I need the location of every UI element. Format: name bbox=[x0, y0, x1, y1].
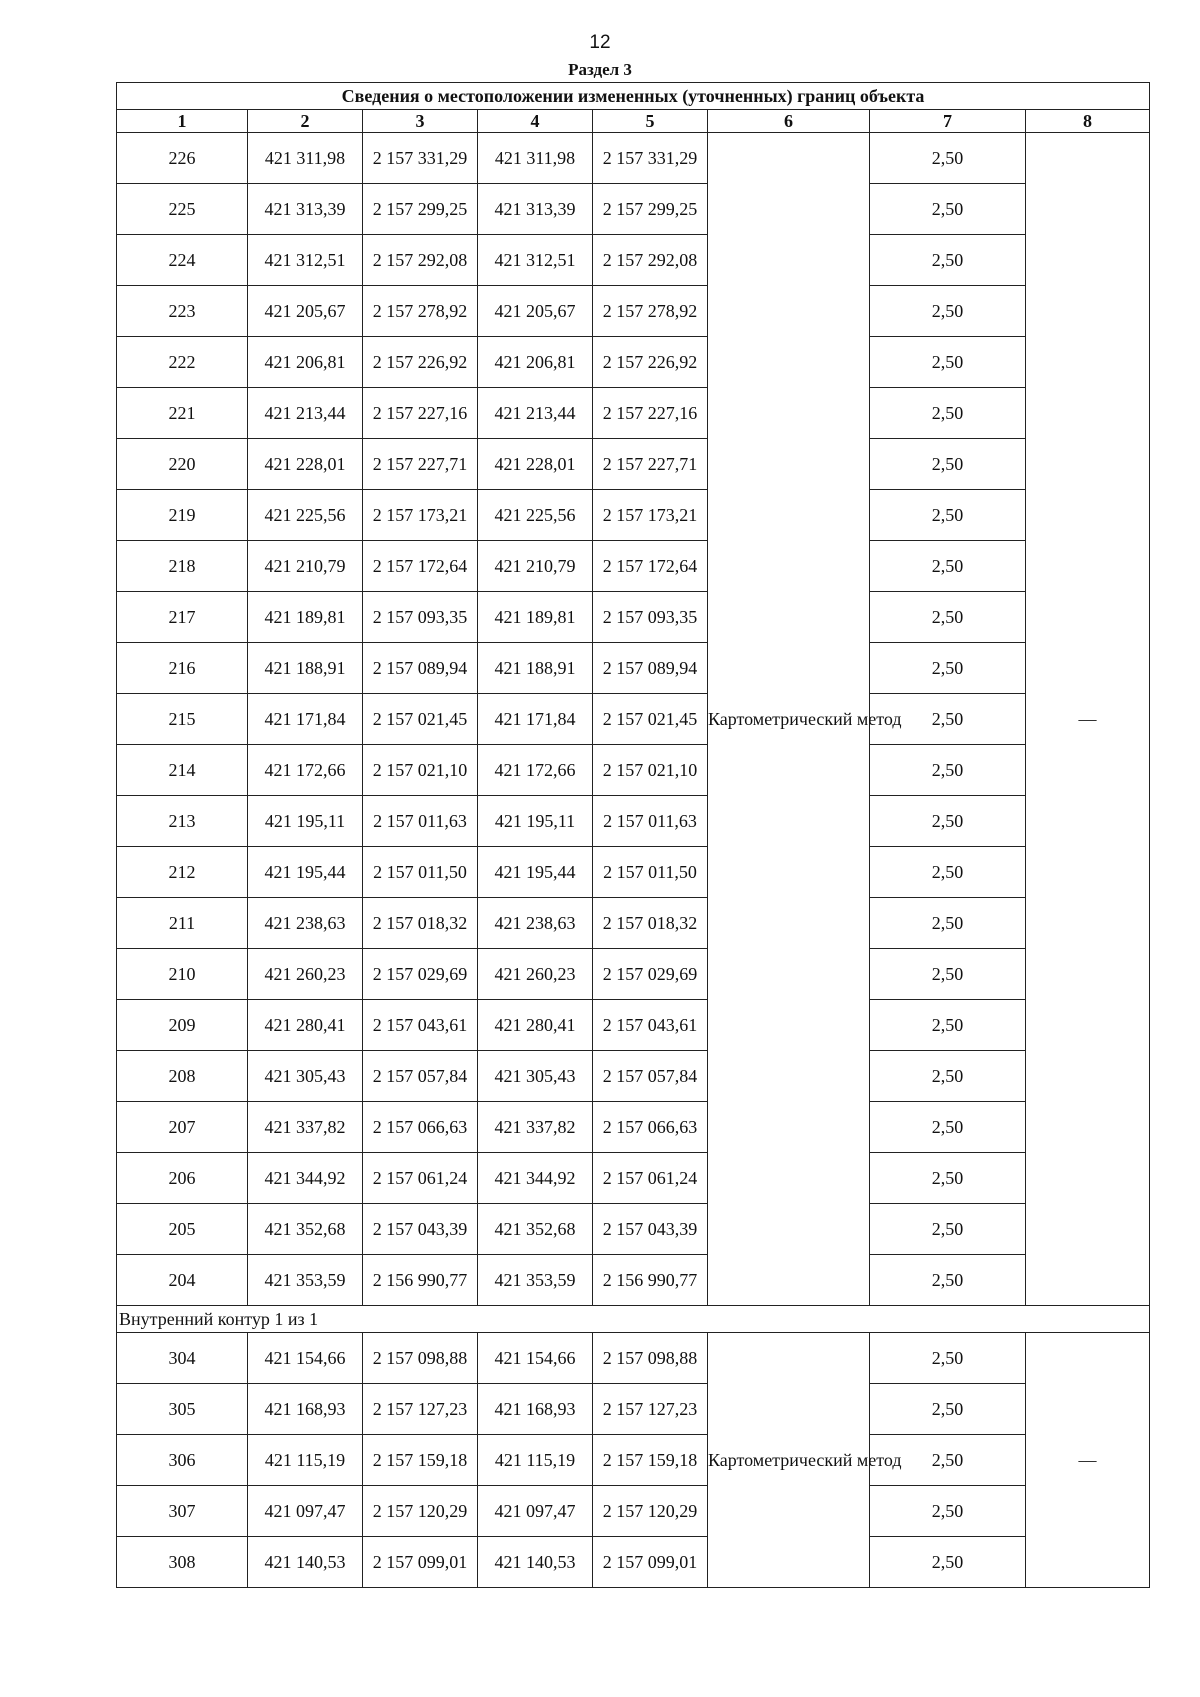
y-refined-cell: 2 157 089,94 bbox=[593, 643, 708, 694]
y-existing-cell: 2 157 061,24 bbox=[363, 1153, 478, 1204]
point-number-cell: 223 bbox=[117, 286, 248, 337]
x-refined-cell: 421 172,66 bbox=[478, 745, 593, 796]
x-existing-cell: 421 205,67 bbox=[248, 286, 363, 337]
x-refined-cell: 421 305,43 bbox=[478, 1051, 593, 1102]
point-number-cell: 224 bbox=[117, 235, 248, 286]
y-existing-cell: 2 157 089,94 bbox=[363, 643, 478, 694]
y-existing-cell: 2 156 990,77 bbox=[363, 1255, 478, 1306]
table-row bbox=[117, 1051, 1150, 1102]
table-row bbox=[117, 541, 1150, 592]
x-refined-cell: 421 168,93 bbox=[478, 1384, 593, 1435]
point-number-cell: 305 bbox=[117, 1384, 248, 1435]
column-number-header: 2 bbox=[248, 110, 363, 133]
accuracy-cell: 2,50 bbox=[870, 1204, 1026, 1255]
accuracy-cell: 2,50 bbox=[870, 286, 1026, 337]
x-refined-cell: 421 353,59 bbox=[478, 1255, 593, 1306]
x-refined-cell: 421 337,82 bbox=[478, 1102, 593, 1153]
point-number-cell: 217 bbox=[117, 592, 248, 643]
x-existing-cell: 421 353,59 bbox=[248, 1255, 363, 1306]
point-number-cell: 306 bbox=[117, 1435, 248, 1486]
x-existing-cell: 421 225,56 bbox=[248, 490, 363, 541]
x-refined-cell: 421 238,63 bbox=[478, 898, 593, 949]
y-refined-cell: 2 157 127,23 bbox=[593, 1384, 708, 1435]
accuracy-cell: 2,50 bbox=[870, 184, 1026, 235]
point-number-cell: 307 bbox=[117, 1486, 248, 1537]
x-existing-cell: 421 206,81 bbox=[248, 337, 363, 388]
table-caption: Сведения о местоположении измененных (уточненных) границ объекта bbox=[117, 83, 1150, 110]
column-number-header: 1 bbox=[117, 110, 248, 133]
accuracy-cell: 2,50 bbox=[870, 592, 1026, 643]
x-existing-cell: 421 140,53 bbox=[248, 1537, 363, 1588]
point-number-cell: 218 bbox=[117, 541, 248, 592]
table-row bbox=[117, 133, 1150, 184]
y-existing-cell: 2 157 011,63 bbox=[363, 796, 478, 847]
x-existing-cell: 421 337,82 bbox=[248, 1102, 363, 1153]
x-refined-cell: 421 171,84 bbox=[478, 694, 593, 745]
x-refined-cell: 421 195,11 bbox=[478, 796, 593, 847]
accuracy-cell: 2,50 bbox=[870, 133, 1026, 184]
y-existing-cell: 2 157 099,01 bbox=[363, 1537, 478, 1588]
y-refined-cell: 2 156 990,77 bbox=[593, 1255, 708, 1306]
table-row bbox=[117, 745, 1150, 796]
point-number-cell: 205 bbox=[117, 1204, 248, 1255]
boundary-coordinates-table bbox=[116, 82, 1150, 1588]
y-existing-cell: 2 157 057,84 bbox=[363, 1051, 478, 1102]
page-number: 12 bbox=[589, 32, 611, 53]
y-refined-cell: 2 157 043,39 bbox=[593, 1204, 708, 1255]
accuracy-cell: 2,50 bbox=[870, 1486, 1026, 1537]
contour-label-row bbox=[117, 1306, 1150, 1333]
x-refined-cell: 421 205,67 bbox=[478, 286, 593, 337]
x-existing-cell: 421 195,11 bbox=[248, 796, 363, 847]
y-refined-cell: 2 157 093,35 bbox=[593, 592, 708, 643]
y-existing-cell: 2 157 227,16 bbox=[363, 388, 478, 439]
accuracy-cell: 2,50 bbox=[870, 1255, 1026, 1306]
table-row bbox=[117, 1255, 1150, 1306]
accuracy-cell: 2,50 bbox=[870, 1153, 1026, 1204]
col8-cell: — bbox=[1026, 1333, 1150, 1588]
y-existing-cell: 2 157 226,92 bbox=[363, 337, 478, 388]
x-existing-cell: 421 344,92 bbox=[248, 1153, 363, 1204]
y-existing-cell: 2 157 043,39 bbox=[363, 1204, 478, 1255]
table-row bbox=[117, 898, 1150, 949]
table-row bbox=[117, 847, 1150, 898]
x-existing-cell: 421 228,01 bbox=[248, 439, 363, 490]
point-number-cell: 308 bbox=[117, 1537, 248, 1588]
table-row bbox=[117, 337, 1150, 388]
table-row bbox=[117, 694, 1150, 745]
point-number-cell: 213 bbox=[117, 796, 248, 847]
y-existing-cell: 2 157 011,50 bbox=[363, 847, 478, 898]
x-refined-cell: 421 188,91 bbox=[478, 643, 593, 694]
y-refined-cell: 2 157 011,63 bbox=[593, 796, 708, 847]
y-existing-cell: 2 157 029,69 bbox=[363, 949, 478, 1000]
y-existing-cell: 2 157 018,32 bbox=[363, 898, 478, 949]
table-row bbox=[117, 796, 1150, 847]
point-number-cell: 212 bbox=[117, 847, 248, 898]
y-refined-cell: 2 157 043,61 bbox=[593, 1000, 708, 1051]
y-refined-cell: 2 157 172,64 bbox=[593, 541, 708, 592]
x-existing-cell: 421 188,91 bbox=[248, 643, 363, 694]
x-existing-cell: 421 305,43 bbox=[248, 1051, 363, 1102]
accuracy-cell: 2,50 bbox=[870, 235, 1026, 286]
x-existing-cell: 421 210,79 bbox=[248, 541, 363, 592]
y-refined-cell: 2 157 061,24 bbox=[593, 1153, 708, 1204]
x-existing-cell: 421 313,39 bbox=[248, 184, 363, 235]
y-refined-cell: 2 157 066,63 bbox=[593, 1102, 708, 1153]
col8-cell: — bbox=[1026, 133, 1150, 1306]
y-existing-cell: 2 157 331,29 bbox=[363, 133, 478, 184]
point-number-cell: 214 bbox=[117, 745, 248, 796]
point-number-cell: 225 bbox=[117, 184, 248, 235]
x-existing-cell: 421 115,19 bbox=[248, 1435, 363, 1486]
x-refined-cell: 421 311,98 bbox=[478, 133, 593, 184]
x-existing-cell: 421 213,44 bbox=[248, 388, 363, 439]
accuracy-cell: 2,50 bbox=[870, 847, 1026, 898]
y-existing-cell: 2 157 066,63 bbox=[363, 1102, 478, 1153]
y-existing-cell: 2 157 021,10 bbox=[363, 745, 478, 796]
column-number-header: 3 bbox=[363, 110, 478, 133]
accuracy-cell: 2,50 bbox=[870, 1051, 1026, 1102]
y-refined-cell: 2 157 292,08 bbox=[593, 235, 708, 286]
x-existing-cell: 421 172,66 bbox=[248, 745, 363, 796]
y-refined-cell: 2 157 227,71 bbox=[593, 439, 708, 490]
x-refined-cell: 421 213,44 bbox=[478, 388, 593, 439]
accuracy-cell: 2,50 bbox=[870, 1384, 1026, 1435]
y-refined-cell: 2 157 226,92 bbox=[593, 337, 708, 388]
table-row bbox=[117, 1384, 1150, 1435]
accuracy-cell: 2,50 bbox=[870, 439, 1026, 490]
x-refined-cell: 421 140,53 bbox=[478, 1537, 593, 1588]
accuracy-cell: 2,50 bbox=[870, 541, 1026, 592]
section-title: Раздел 3 bbox=[568, 60, 632, 79]
table-row bbox=[117, 643, 1150, 694]
x-existing-cell: 421 168,93 bbox=[248, 1384, 363, 1435]
table-row bbox=[117, 1204, 1150, 1255]
y-refined-cell: 2 157 018,32 bbox=[593, 898, 708, 949]
method-cell: Картометрический метод bbox=[708, 1333, 870, 1588]
point-number-cell: 207 bbox=[117, 1102, 248, 1153]
y-existing-cell: 2 157 127,23 bbox=[363, 1384, 478, 1435]
y-refined-cell: 2 157 227,16 bbox=[593, 388, 708, 439]
table-row bbox=[117, 949, 1150, 1000]
y-refined-cell: 2 157 299,25 bbox=[593, 184, 708, 235]
y-existing-cell: 2 157 093,35 bbox=[363, 592, 478, 643]
y-refined-cell: 2 157 331,29 bbox=[593, 133, 708, 184]
y-existing-cell: 2 157 043,61 bbox=[363, 1000, 478, 1051]
x-existing-cell: 421 311,98 bbox=[248, 133, 363, 184]
accuracy-cell: 2,50 bbox=[870, 1333, 1026, 1384]
x-existing-cell: 421 238,63 bbox=[248, 898, 363, 949]
point-number-cell: 220 bbox=[117, 439, 248, 490]
column-number-header: 4 bbox=[478, 110, 593, 133]
y-existing-cell: 2 157 098,88 bbox=[363, 1333, 478, 1384]
column-number-row bbox=[117, 110, 1150, 133]
x-refined-cell: 421 312,51 bbox=[478, 235, 593, 286]
accuracy-cell: 2,50 bbox=[870, 796, 1026, 847]
point-number-cell: 222 bbox=[117, 337, 248, 388]
x-refined-cell: 421 097,47 bbox=[478, 1486, 593, 1537]
x-refined-cell: 421 344,92 bbox=[478, 1153, 593, 1204]
table-row bbox=[117, 1333, 1150, 1384]
accuracy-cell: 2,50 bbox=[870, 1102, 1026, 1153]
accuracy-cell: 2,50 bbox=[870, 1537, 1026, 1588]
accuracy-cell: 2,50 bbox=[870, 1435, 1026, 1486]
point-number-cell: 215 bbox=[117, 694, 248, 745]
point-number-cell: 221 bbox=[117, 388, 248, 439]
x-refined-cell: 421 225,56 bbox=[478, 490, 593, 541]
y-existing-cell: 2 157 173,21 bbox=[363, 490, 478, 541]
table-row bbox=[117, 1000, 1150, 1051]
point-number-cell: 304 bbox=[117, 1333, 248, 1384]
accuracy-cell: 2,50 bbox=[870, 694, 1026, 745]
column-number-header: 5 bbox=[593, 110, 708, 133]
x-existing-cell: 421 097,47 bbox=[248, 1486, 363, 1537]
y-existing-cell: 2 157 021,45 bbox=[363, 694, 478, 745]
x-refined-cell: 421 228,01 bbox=[478, 439, 593, 490]
accuracy-cell: 2,50 bbox=[870, 337, 1026, 388]
table-row bbox=[117, 1435, 1150, 1486]
point-number-cell: 204 bbox=[117, 1255, 248, 1306]
y-existing-cell: 2 157 278,92 bbox=[363, 286, 478, 337]
x-refined-cell: 421 154,66 bbox=[478, 1333, 593, 1384]
x-existing-cell: 421 312,51 bbox=[248, 235, 363, 286]
y-existing-cell: 2 157 227,71 bbox=[363, 439, 478, 490]
x-refined-cell: 421 189,81 bbox=[478, 592, 593, 643]
y-existing-cell: 2 157 299,25 bbox=[363, 184, 478, 235]
column-number-header: 7 bbox=[870, 110, 1026, 133]
table-row bbox=[117, 439, 1150, 490]
accuracy-cell: 2,50 bbox=[870, 1000, 1026, 1051]
y-refined-cell: 2 157 021,10 bbox=[593, 745, 708, 796]
method-cell: Картометрический метод bbox=[708, 133, 870, 1306]
table-row bbox=[117, 235, 1150, 286]
x-existing-cell: 421 352,68 bbox=[248, 1204, 363, 1255]
y-refined-cell: 2 157 173,21 bbox=[593, 490, 708, 541]
table-body bbox=[117, 133, 1150, 1588]
x-refined-cell: 421 206,81 bbox=[478, 337, 593, 388]
point-number-cell: 211 bbox=[117, 898, 248, 949]
x-refined-cell: 421 260,23 bbox=[478, 949, 593, 1000]
x-existing-cell: 421 280,41 bbox=[248, 1000, 363, 1051]
point-number-cell: 206 bbox=[117, 1153, 248, 1204]
x-refined-cell: 421 352,68 bbox=[478, 1204, 593, 1255]
point-number-cell: 210 bbox=[117, 949, 248, 1000]
point-number-cell: 216 bbox=[117, 643, 248, 694]
y-refined-cell: 2 157 120,29 bbox=[593, 1486, 708, 1537]
accuracy-cell: 2,50 bbox=[870, 388, 1026, 439]
x-existing-cell: 421 260,23 bbox=[248, 949, 363, 1000]
column-number-header: 6 bbox=[708, 110, 870, 133]
inner-contour-label: Внутренний контур 1 из 1 bbox=[117, 1306, 1150, 1333]
y-refined-cell: 2 157 021,45 bbox=[593, 694, 708, 745]
point-number-cell: 209 bbox=[117, 1000, 248, 1051]
table-row bbox=[117, 184, 1150, 235]
y-existing-cell: 2 157 120,29 bbox=[363, 1486, 478, 1537]
table-row bbox=[117, 286, 1150, 337]
point-number-cell: 219 bbox=[117, 490, 248, 541]
y-refined-cell: 2 157 099,01 bbox=[593, 1537, 708, 1588]
accuracy-cell: 2,50 bbox=[870, 898, 1026, 949]
y-refined-cell: 2 157 057,84 bbox=[593, 1051, 708, 1102]
y-refined-cell: 2 157 011,50 bbox=[593, 847, 708, 898]
y-existing-cell: 2 157 292,08 bbox=[363, 235, 478, 286]
table-row bbox=[117, 1102, 1150, 1153]
x-refined-cell: 421 195,44 bbox=[478, 847, 593, 898]
x-existing-cell: 421 195,44 bbox=[248, 847, 363, 898]
table-row bbox=[117, 1537, 1150, 1588]
point-number-cell: 226 bbox=[117, 133, 248, 184]
y-refined-cell: 2 157 159,18 bbox=[593, 1435, 708, 1486]
y-refined-cell: 2 157 098,88 bbox=[593, 1333, 708, 1384]
y-existing-cell: 2 157 159,18 bbox=[363, 1435, 478, 1486]
x-existing-cell: 421 189,81 bbox=[248, 592, 363, 643]
table-row bbox=[117, 490, 1150, 541]
x-existing-cell: 421 154,66 bbox=[248, 1333, 363, 1384]
accuracy-cell: 2,50 bbox=[870, 745, 1026, 796]
x-refined-cell: 421 313,39 bbox=[478, 184, 593, 235]
accuracy-cell: 2,50 bbox=[870, 643, 1026, 694]
table-row bbox=[117, 388, 1150, 439]
column-number-header: 8 bbox=[1026, 110, 1150, 133]
y-refined-cell: 2 157 278,92 bbox=[593, 286, 708, 337]
accuracy-cell: 2,50 bbox=[870, 490, 1026, 541]
x-refined-cell: 421 280,41 bbox=[478, 1000, 593, 1051]
table-row bbox=[117, 592, 1150, 643]
point-number-cell: 208 bbox=[117, 1051, 248, 1102]
y-existing-cell: 2 157 172,64 bbox=[363, 541, 478, 592]
table-row bbox=[117, 1153, 1150, 1204]
x-existing-cell: 421 171,84 bbox=[248, 694, 363, 745]
y-refined-cell: 2 157 029,69 bbox=[593, 949, 708, 1000]
x-refined-cell: 421 115,19 bbox=[478, 1435, 593, 1486]
accuracy-cell: 2,50 bbox=[870, 949, 1026, 1000]
x-refined-cell: 421 210,79 bbox=[478, 541, 593, 592]
table-row bbox=[117, 1486, 1150, 1537]
